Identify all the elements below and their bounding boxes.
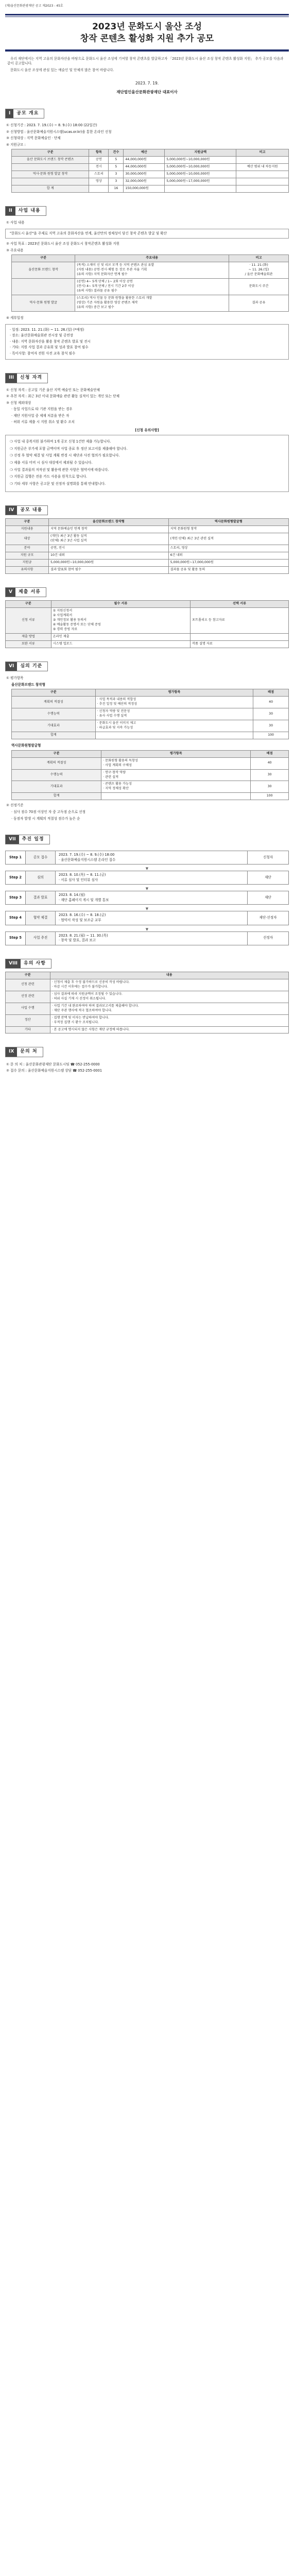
table-row — [12, 757, 289, 769]
section-label: 신청 자격 — [20, 375, 42, 381]
table-cell: (목적) 소재미 신 및 리브 모객 등 지역 콘텐츠 관심 유발 (지원 내용) 공연·전시·체험 등 장르 무관 자율 기획 (유의 사항) 지역 문화자산 연계 필수 — [75, 262, 229, 279]
table-cell: 40 — [251, 757, 289, 769]
section-eligibility — [5, 373, 289, 492]
table-cell: 5,000,000원~10,000,000원 — [165, 171, 236, 178]
table-cell — [236, 157, 289, 164]
section-label: 유의 사항 — [24, 960, 46, 966]
table-cell: 기대효과 — [12, 781, 101, 793]
table-cell: 결과물 공유 및 활용 동의 — [168, 567, 288, 574]
table-cell: · 사업 목적과 내용의 적합성 · 추진 일정 및 예산의 적정성 — [95, 697, 253, 708]
table-cell: 40 — [253, 697, 289, 708]
table-cell: 스토리 — [89, 171, 109, 178]
table-cell: (개인) 최근 3년 활동 실적 (단체) 최근 3년 사업 실적 — [49, 533, 169, 545]
schedule-title: ④ 세부일정 — [6, 316, 24, 320]
table-row — [6, 545, 289, 552]
table-cell: 온라인 제출 — [51, 634, 190, 641]
overview-line: ① 신청기간 : 2023. 7. 19.(수) ~ 8. 9.(수) 18:00 (22일간) — [6, 123, 97, 127]
table-cell: 100 — [253, 732, 289, 739]
section-heading — [5, 662, 48, 671]
table-cell: 5,000,000원~10,000,000원 — [165, 164, 236, 171]
doc-header — [5, 4, 289, 9]
table-row — [12, 793, 289, 800]
table-cell: 수행능력 — [12, 769, 101, 781]
table-header-cell: 구분 — [6, 972, 50, 979]
table-cell: 울산문화 브랜드 창작 — [12, 262, 75, 279]
step-name: 결과 발표 — [26, 891, 56, 905]
table-cell: 결과 발표회 참여 필수 — [49, 567, 169, 574]
table-header-cell: 필수 서류 — [51, 601, 190, 608]
schedule-line: · 특이사항: 참여자 전원 사전 교육 참석 필수 — [10, 351, 76, 355]
step-number: Step 4 — [5, 911, 26, 925]
overview-line: ② 신청방법 : 울산문화예술지원시스템(ucas.or.kr)을 통한 온라인 신청 — [6, 129, 112, 134]
notice-item: ❍ 지원금은 부가세 포함 금액이며 사업 종료 후 정산 보고서를 제출해야 합니다. — [10, 446, 128, 451]
table-cell: 포트폴리오 등 참고자료 — [191, 608, 289, 634]
table-cell: 합계 — [12, 732, 96, 739]
timeline-step — [5, 851, 289, 865]
review-table-b — [11, 750, 289, 801]
section-documents — [5, 587, 289, 648]
table-row — [12, 164, 289, 171]
intro-paragraph: 우리 재단에서는 지역 고유의 문화자산을 바탕으로 문화도시 울산 조성에 기여할 창작 콘텐츠를 발굴하고자 「2023년 문화도시 울산 조성 창작 콘텐츠 활성화 지원」 추가 공모를 다음과 같이 공고합니다. — [7, 56, 284, 66]
table-cell — [236, 185, 289, 193]
table-row — [12, 279, 289, 295]
table-cell: 역사·문화 원형 발굴 — [12, 295, 75, 312]
table-row — [6, 560, 289, 567]
table-cell: 합계 — [12, 793, 101, 800]
intro-paragraph: 문화도시 울산 조성에 관심 있는 예술인 및 단체의 많은 참여 바랍니다. — [10, 67, 114, 72]
timeline-flow — [5, 851, 289, 945]
notice-item: ❍ 선정 후 협약 체결 및 사업 계획 변경 시 재단과 사전 협의가 필요합니다. — [10, 453, 120, 458]
table-cell — [12, 164, 89, 171]
table-cell: (공연) 4~ 5개 단체 / 1~ 2회 이상 공연 (전시) 4~ 5개 단체 / 전시 기간 2주 이상 (유의 사항) 결과물 공유 필수 — [75, 279, 229, 295]
table-cell: 결과 공유 — [229, 295, 289, 312]
review-note: · 심사 점수 70점 이상인 자 중 고득점 순으로 선정 — [11, 809, 86, 814]
table-header-cell: 비고 — [236, 149, 289, 157]
table-cell: 계획의 적절성 — [12, 757, 101, 769]
eligibility-line: · 동일 사업으로 타 기관 지원을 받는 경우 — [11, 407, 73, 412]
table-row — [12, 157, 289, 164]
section-heading — [5, 1047, 43, 1057]
step-owner: 재단 — [248, 871, 289, 885]
table-cell: · 사업 기간 내 완료하여야 하며 결과보고서를 제출해야 합니다. · 재단 주관 행사에 적극 협조하여야 합니다. — [50, 1003, 288, 1014]
step-description: 2023. 8. 16.(수) ~ 8. 18.(금) · 협약서 작성 및 보조금 교부 — [56, 911, 248, 925]
notice-item: ❍ 지원금 집행은 전용 카드 사용을 원칙으로 합니다. — [10, 474, 88, 479]
table-cell — [191, 634, 289, 641]
table-header-cell: 항목 — [89, 149, 109, 157]
title-rule-bottom — [5, 50, 289, 52]
eligibility-line: · 허위 서류 제출 시 지원 취소 및 환수 조치 — [11, 420, 75, 425]
table-cell: 분야 — [6, 545, 49, 552]
table-row — [6, 526, 289, 533]
section-heading — [5, 587, 46, 597]
table-header-cell: 예산 — [124, 149, 165, 157]
table-cell — [236, 171, 289, 178]
timeline-step — [5, 931, 289, 945]
step-number: Step 1 — [5, 851, 26, 865]
section-number: VIII — [6, 959, 21, 968]
table-cell: (개인·단체) 최근 3년 관련 실적 — [168, 533, 288, 545]
table-cell: 5,000,000원~10,000,000원 — [49, 560, 169, 567]
section-number: V — [6, 588, 15, 597]
step-number: Step 2 — [5, 871, 26, 885]
table-row — [12, 178, 289, 185]
arrow-down-icon: ▼ — [145, 907, 149, 911]
table-cell: 지원내용 — [6, 526, 49, 533]
cautions-table — [5, 972, 289, 1034]
section-label: 제출 서류 — [18, 589, 41, 595]
notice-item: ❍ 기타 세부 사항은 공고문 및 선정자 설명회를 통해 안내합니다. — [10, 481, 106, 486]
table-cell: 5,000,000원~17,000,000원 — [168, 560, 288, 567]
table-row — [6, 634, 289, 641]
table-cell: 16 — [109, 185, 124, 193]
table-cell: 역사·문화 원형 발굴 창작 — [12, 171, 89, 178]
table-row — [12, 769, 289, 781]
table-header-cell: 배점 — [251, 750, 289, 757]
table-cell: 3 — [109, 171, 124, 178]
business-content-table — [11, 255, 289, 312]
section-timeline — [5, 835, 289, 945]
table-row — [12, 720, 289, 732]
table-cell: · 연구·창작 역량 · 관련 실적 — [101, 769, 251, 781]
table-cell: 지역 문화예술인 연계 창작 — [49, 526, 169, 533]
table-cell: · 문화도시 울산 이미지 제고 · 파급효과 및 지속 가능성 — [95, 720, 253, 732]
table-cell: 전시 — [89, 164, 109, 171]
section-heading — [5, 835, 50, 844]
table-cell: 100 — [251, 793, 289, 800]
table-cell: 예산 범위 내 차등지원 — [236, 164, 289, 171]
notice-item: ❍ 사업 결과물의 저작권 및 활용에 관한 사항은 협약서에 따릅니다. — [10, 467, 109, 472]
table-cell: (스토리) 역사 인물 등 문화 원형을 활용한 스토리 개발 (영상) 기존 자원을 활용한 영상 콘텐츠 제작 (유의 사항) 중간 보고 필수 — [75, 295, 229, 312]
table-cell: 30 — [251, 769, 289, 781]
table-row — [12, 732, 289, 739]
section-number: IX — [6, 1047, 17, 1056]
step-owner: 선정자 — [248, 931, 289, 945]
step-name: 협약 체결 — [26, 911, 56, 925]
table-cell: 보완 서류 — [6, 641, 51, 648]
table-cell: · 신청자 역량 및 전문성 · 유사 사업 수행 실적 — [95, 708, 253, 720]
table-cell: 5 — [109, 157, 124, 164]
table-row — [12, 171, 289, 178]
table-cell: 공연 — [89, 157, 109, 164]
review-note: ② 선정기준 — [6, 803, 24, 808]
table-cell — [12, 178, 89, 185]
table-cell: 30 — [253, 720, 289, 732]
table-cell: 5,000,000원~10,000,000원 — [165, 157, 236, 164]
table-row — [12, 697, 289, 708]
table-cell: · 문화원형 활용의 독창성 · 사업 계획의 구체성 — [101, 757, 251, 769]
table-cell: 신청 서류 — [6, 608, 51, 634]
section-heading — [5, 109, 44, 118]
contents-table — [5, 518, 289, 574]
table-row — [12, 295, 289, 312]
table-cell: 작품 설명 자료 — [191, 641, 289, 648]
table-cell: 합 계 — [12, 185, 89, 193]
step-owner: 재단 — [248, 891, 289, 905]
arrow-down-icon: ▼ — [145, 927, 149, 931]
step-description: 2023. 8. 14.(월) · 재단 홈페이지 게시 및 개별 통보 — [56, 891, 248, 905]
section-overview — [5, 109, 289, 193]
step-number: Step 5 — [5, 931, 26, 945]
table-cell: 지원 규모 — [6, 552, 49, 560]
section-label: 추진 일정 — [22, 837, 44, 842]
overview-line: ④ 지원규모 : — [6, 142, 26, 147]
section-heading — [5, 505, 48, 515]
eligibility-notice-box — [5, 435, 289, 492]
review-a-title: 울산문화브랜드 창작형 — [11, 682, 45, 687]
table-cell: · 심사 결과에 따라 지원금액이 조정될 수 있습니다. · 허위 사실 기재 시 선정이 취소됩니다. — [50, 991, 288, 1003]
business-subtitle: ③ 주요내용 — [6, 248, 24, 252]
table-cell: 문화도시 주간 — [229, 279, 289, 295]
overview-line: ③ 신청대상 : 지역 문화예술인 · 단체 — [6, 136, 61, 141]
table-cell: 계획의 적절성 — [12, 697, 96, 708]
notice-item: ❍ 제출 서류 미비 시 심사 대상에서 제외될 수 있습니다. — [10, 460, 93, 465]
table-header-cell: 울산문화브랜드 창작형 — [49, 519, 169, 526]
eligibility-line: ② 추천 자격 : 최근 3년 이내 문화예술 관련 활동 실적이 있는 개인 또는 단체 — [6, 394, 120, 399]
table-cell: 3 — [109, 178, 124, 185]
section-number: IV — [6, 506, 17, 515]
table-row — [6, 1026, 289, 1033]
review-notes — [5, 803, 289, 821]
table-row — [6, 567, 289, 574]
table-cell — [95, 732, 253, 739]
table-cell: 150,000,000원 — [124, 185, 165, 193]
step-name: 심의 — [26, 871, 56, 885]
table-cell: 유의사항 — [6, 567, 49, 574]
announcement-number: (재)울산문화관광재단 공고 제2023 - 45호 — [5, 4, 63, 8]
section-label: 공모 내용 — [20, 507, 43, 513]
contact-block — [5, 1062, 289, 1074]
table-cell: 30,000,000원 — [124, 171, 165, 178]
table-row — [6, 533, 289, 545]
section-label: 공모 개요 — [16, 110, 39, 116]
table-cell: 32,000,000원 — [124, 178, 165, 185]
table-cell: 30 — [253, 708, 289, 720]
table-cell: · 신청서 제출 후 수정 불가하므로 신중히 작성 바랍니다. · 마감 시간 이후에는 접수가 불가합니다. — [50, 979, 288, 991]
table-cell: 기대효과 — [12, 720, 96, 732]
step-description: 2023. 7. 19.(수) ~ 8. 9.(수) 18:00 · 울산문화예술지원시스템 온라인 접수 — [56, 851, 248, 865]
section-number: I — [6, 109, 13, 118]
table-cell: 스토리, 영상 — [168, 545, 288, 552]
table-row — [6, 641, 289, 648]
notice-title: [신청 유의사항] — [135, 428, 159, 432]
table-cell: · 11. 21.(화) ~ 11. 26.(일) / 울산 문화예술회관 — [229, 262, 289, 279]
table-cell: 지역 문화원형 창작 — [168, 526, 288, 533]
section-heading — [5, 373, 48, 383]
table-cell: 44,000,000원 — [124, 157, 165, 164]
eligibility-lines — [5, 388, 289, 425]
schedule-line: · 장소: 울산문화예술회관 전시장 및 공연장 — [10, 333, 74, 338]
table-cell: 울산 문화도시 브랜드 창작 콘텐츠 — [12, 157, 89, 164]
section-label: 심의 기준 — [20, 664, 43, 669]
section-heading — [5, 959, 51, 969]
table-row — [12, 708, 289, 720]
table-cell: 기타 — [6, 1026, 50, 1033]
documents-table — [5, 600, 289, 648]
arrow-down-icon: ▼ — [145, 867, 149, 871]
table-row — [12, 262, 289, 279]
eligibility-line: ① 신청 자격 : 공고일 기준 울산 지역 예술인 또는 문화예술단체 — [6, 387, 100, 392]
schedule-box — [5, 324, 289, 360]
review-table-a — [11, 689, 289, 739]
table-cell — [101, 793, 251, 800]
table-cell: 대상 — [6, 533, 49, 545]
step-owner: 신청자 — [248, 851, 289, 865]
step-description: 2023. 8. 21.(월) ~ 11. 30.(목) · 창작 및 발표, 결과 보고 — [56, 931, 248, 945]
review-b-title: 역사문화원형발굴형 — [11, 743, 41, 748]
table-cell: · 본 공고에 명시되지 않은 사항은 재단 규정에 따릅니다. — [50, 1026, 288, 1033]
table-header-cell: 구분 — [12, 149, 89, 157]
table-header-cell: 구분 — [12, 750, 101, 757]
section-number: VII — [6, 835, 19, 844]
business-note — [5, 229, 289, 239]
announcement-date: 2023. 7. 19. — [135, 81, 159, 86]
table-cell — [236, 178, 289, 185]
table-header-cell: 건수 — [109, 149, 124, 157]
table-row — [6, 979, 289, 991]
business-purpose: ② 사업 목표 : 2023년 문화도시 울산 조성 문화도시 창작콘텐츠 활성화 지원 — [6, 242, 119, 246]
section-review — [5, 662, 289, 821]
table-header-cell: 평가항목 — [101, 750, 251, 757]
section-number: II — [6, 207, 15, 215]
table-row — [6, 991, 289, 1003]
table-cell: · 집행 잔액 및 이자는 반납하여야 합니다. · 부적정 집행 시 환수 조치됩니다. — [50, 1014, 288, 1026]
schedule-line: · 내용: 지역 문화자산을 활용 창작 콘텐츠 발표 및 전시 — [10, 339, 91, 344]
table-cell: 제출 방법 — [6, 634, 51, 641]
table-row — [12, 781, 289, 793]
intro-text — [5, 57, 289, 73]
timeline-step — [5, 871, 289, 885]
table-cell: · 콘텐츠 활용 가능성 · 지역 정체성 확산 — [101, 781, 251, 793]
table-cell — [89, 185, 109, 193]
step-name: 사업 추진 — [26, 931, 56, 945]
main-title: 2023년 문화도시 울산 조성 창작 콘텐츠 활성화 지원 추가 공모 — [80, 21, 214, 44]
table-cell: ① 지원신청서 ② 사업계획서 ③ 개인정보 활용 동의서 ④ 예술활동 증명서 또는 단체 증빙 ⑤ 경력 증빙 자료 — [51, 608, 190, 634]
table-cell — [12, 279, 75, 295]
table-cell: 44,000,000원 — [124, 164, 165, 171]
business-note-text: "문화도시 울산"을 주제로 지역 고유의 문화자산을 연계, 울산만의 정체성이 담긴 창작 콘텐츠 발굴 및 확산 — [10, 231, 167, 235]
table-header-cell: 구분 — [6, 601, 51, 608]
table-cell — [165, 185, 236, 193]
title-box — [5, 14, 289, 52]
table-header-cell: 지원금액 — [165, 149, 236, 157]
table-cell: 영상 — [89, 178, 109, 185]
table-cell: 공연, 전시 — [49, 545, 169, 552]
business-lead: ① 사업 내용 — [6, 221, 25, 225]
review-note: · 동점자 발생 시 계획의 적절성 점수가 높은 순 — [11, 816, 80, 821]
eligibility-line: · 재단 지원사업 중 제재 처분을 받은 자 — [11, 413, 70, 418]
contact-line: ① 문 의 처 : 울산문화관광재단 문화도시팀 ☎ 052-255-0000 — [6, 1062, 100, 1066]
table-cell: 30 — [251, 781, 289, 793]
arrow-down-icon: ▼ — [145, 887, 149, 891]
eligibility-line: ③ 신청 제외대상 — [6, 400, 31, 405]
table-cell: 수행능력 — [12, 708, 96, 720]
section-number: III — [6, 374, 17, 382]
step-number: Step 3 — [5, 891, 26, 905]
table-cell: 정산 — [6, 1014, 50, 1026]
organization-name: 재단법인울산문화관광재단 대표이사 — [116, 90, 178, 95]
table-cell: 신청 관련 — [6, 979, 50, 991]
section-number: VI — [6, 662, 17, 671]
table-header-cell: 주요내용 — [75, 255, 229, 262]
table-row — [6, 1003, 289, 1014]
section-cautions — [5, 959, 289, 1034]
section-contact — [5, 1047, 289, 1073]
section-heading — [5, 206, 46, 216]
step-owner: 재단·선정자 — [248, 911, 289, 925]
review-lead: ① 평가항목 — [6, 676, 24, 681]
table-row — [6, 1014, 289, 1026]
contact-line: ② 접수 문의 : 울산문화예술지원시스템 상담 ☎ 052-255-0001 — [6, 1069, 102, 1073]
table-row — [6, 552, 289, 560]
title-rule-top — [5, 14, 289, 15]
timeline-step — [5, 911, 289, 925]
table-cell: 시스템 업로드 — [51, 641, 190, 648]
scale-table — [11, 149, 289, 193]
table-header-cell: 배점 — [253, 689, 289, 697]
step-name: 공모 접수 — [26, 851, 56, 865]
table-header-cell: 구분 — [12, 689, 96, 697]
table-header-cell: 구분 — [12, 255, 75, 262]
timeline-step — [5, 891, 289, 905]
table-header-cell: 내용 — [50, 972, 288, 979]
table-cell: 5,000,000원~17,000,000원 — [165, 178, 236, 185]
table-header-cell: 선택 서류 — [191, 601, 289, 608]
section-contents — [5, 505, 289, 574]
schedule-line: · 일정: 2023. 11. 21.(화) ~ 11. 26.(일) (*예정) — [10, 327, 84, 332]
table-row — [12, 185, 289, 193]
section-business — [5, 206, 289, 360]
step-description: 2023. 8. 10.(목) ~ 8. 11.(금) · 서류 심사 및 인터뷰 심사 — [56, 871, 248, 885]
table-cell: 10건 내외 — [49, 552, 169, 560]
section-label: 문의 처 — [20, 1049, 38, 1055]
table-header-cell: 평가항목 — [95, 689, 253, 697]
table-header-cell: 비고 — [229, 255, 289, 262]
notice-item: ❍ 사업 내 중복지원 불가하며 1개 공모 신청 1건만 제출 가능합니다. — [10, 439, 111, 444]
table-cell: 5 — [109, 164, 124, 171]
schedule-line: · 기타: 지원 사업 결과 공유회 및 성과 발표 참여 필수 — [10, 345, 89, 350]
section-label: 사업 내용 — [18, 208, 41, 214]
table-cell: 지원금 — [6, 560, 49, 567]
table-cell: 선정 관련 — [6, 991, 50, 1003]
table-cell: 6건 내외 — [168, 552, 288, 560]
table-header-cell: 역사문화원형발굴형 — [168, 519, 288, 526]
table-cell: 사업 수행 — [6, 1003, 50, 1014]
table-header-cell: 구분 — [6, 519, 49, 526]
table-row — [6, 608, 289, 634]
